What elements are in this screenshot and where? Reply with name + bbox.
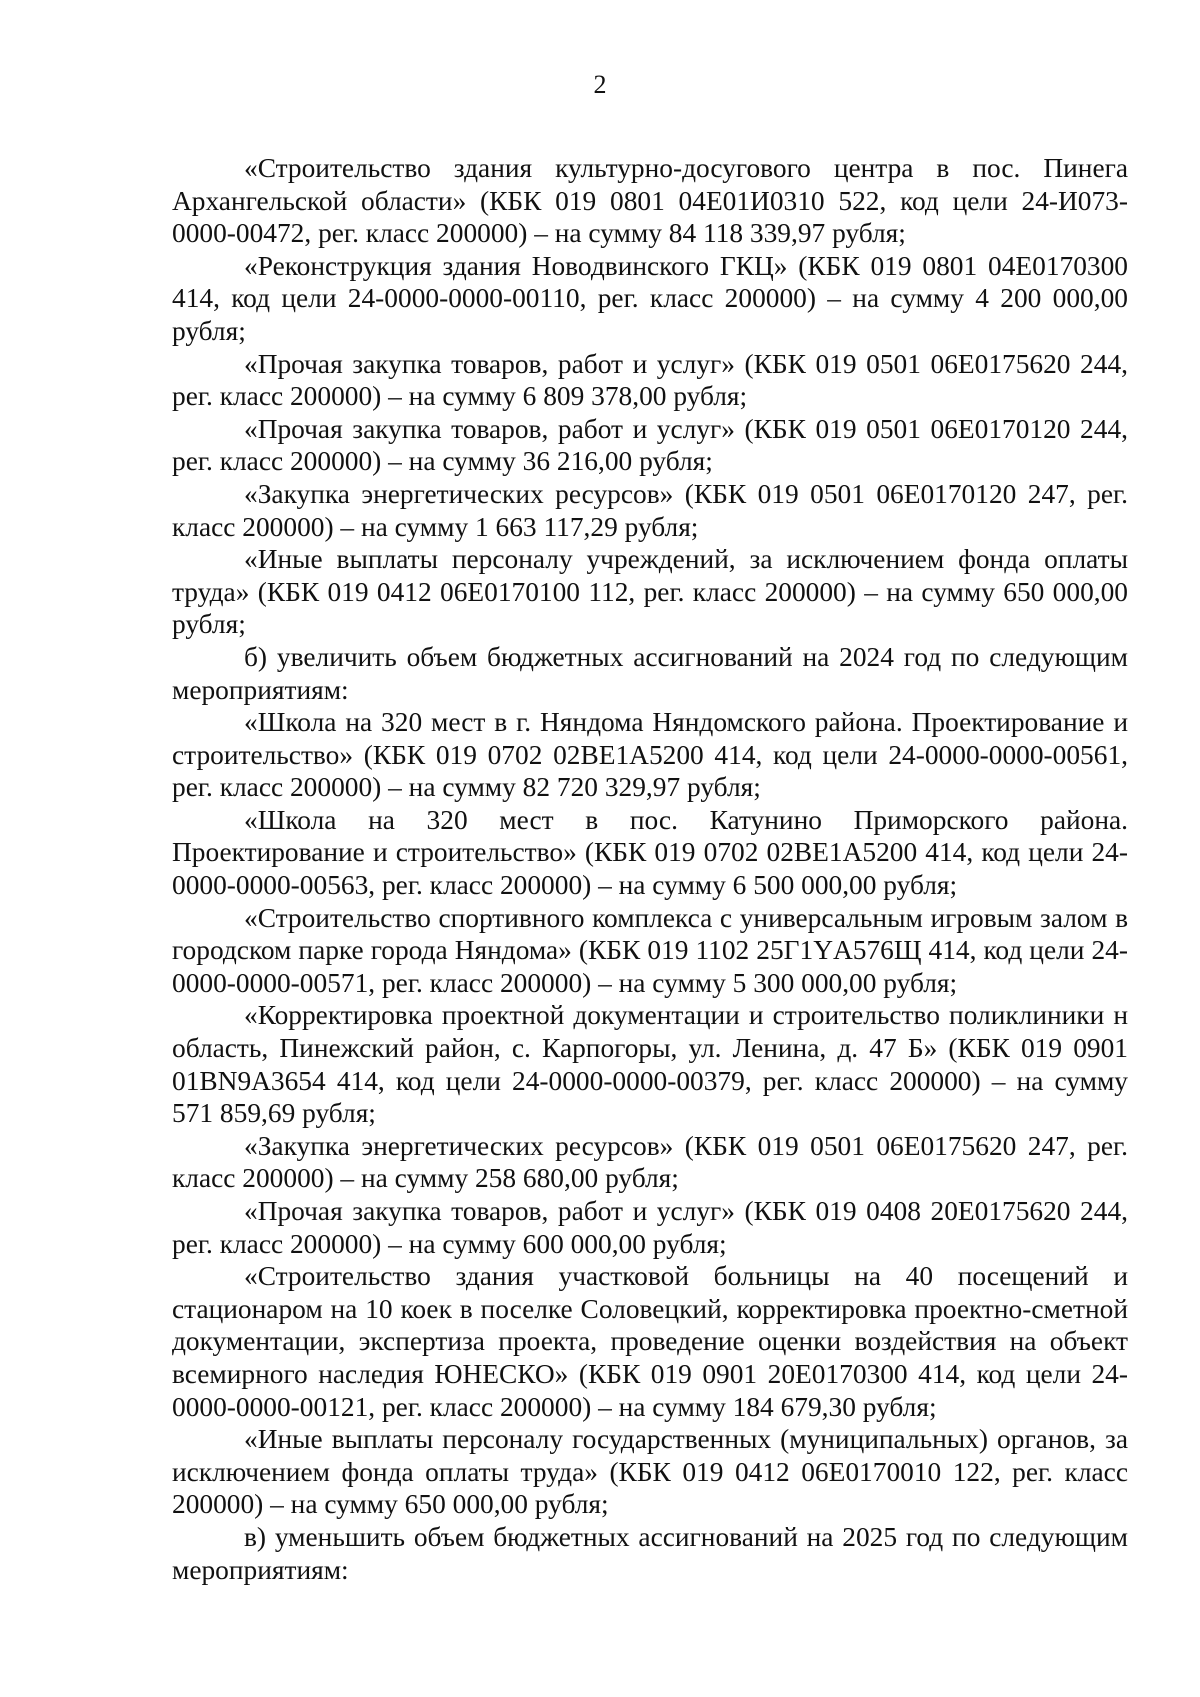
paragraph: «Прочая закупка товаров, работ и услуг» (КБК 019 0501 06Е0170120 244, рег. класс 200000) – на сумму 36 216,00 рубля; (172, 413, 1128, 477)
paragraph: «Закупка энергетических ресурсов» (КБК 019 0501 06Е0170120 247, рег. класс 200000) – на сумму 1 663 117,29 рубля; (172, 478, 1128, 542)
paragraph: «Прочая закупка товаров, работ и услуг» (КБК 019 0408 20Е0175620 244, рег. класс 200000) – на сумму 600 000,00 рубля; (172, 1196, 1128, 1259)
paragraph: «Строительство здания культурно-досугового центра в пос. Пинега Архангельской области» (КБК 019 0801 04Е01И0310 522, код цели 24-И073-0000-00472, рег. класс 200000) – на сумму 84 118 339,97 рубля; (172, 153, 1128, 249)
paragraph: «Строительство спортивного комплекса с универсальным игровым залом в городском парке города Няндома» (КБК 019 1102 25Г1YА576Щ 414, код цели 24-0000-0000-00571, рег. класс 200000) – на сумму 5 300 000,00 рубля; (172, 902, 1128, 998)
paragraph: «Школа на 320 мест в г. Няндома Няндомского района. Проектирование и строительство» (КБК 019 0702 02ВЕ1А5200 414, код цели 24-0000-0000-00561, рег. класс 200000) – на сумму 82 720 329,97 рубля; (172, 707, 1128, 803)
paragraph: «Иные выплаты персоналу государственных (муниципальных) органов, за исключением фонда оплаты труда» (КБК 019 0412 06Е0170010 122, рег. класс 200000) – на сумму 650 000,00 рубля; (172, 1424, 1128, 1520)
document-body (172, 152, 1128, 1586)
page-number: 2 (593, 70, 607, 99)
paragraph: «Реконструкция здания Новодвинского ГКЦ» (КБК 019 0801 04Е0170300 414, код цели 24-0000-0000-00110, рег. класс 200000) – на сумму 4 200 000,00 рубля; (172, 250, 1128, 346)
paragraph: «Прочая закупка товаров, работ и услуг» (КБК 019 0501 06Е0175620 244, рег. класс 200000) – на сумму 6 809 378,00 рубля; (172, 348, 1128, 412)
paragraph: «Иные выплаты персоналу учреждений, за исключением фонда оплаты труда» (КБК 019 0412 06Е0170100 112, рег. класс 200000) – на сумму 650 000,00 рубля; (172, 544, 1128, 640)
paragraph: в) уменьшить объем бюджетных ассигнований на 2025 год по следующим мероприятиям: (172, 1521, 1128, 1585)
paragraph: «Корректировка проектной документации и строительство поликлиники н область, Пинежский район, с. Карпогоры, ул. Ленина, д. 47 Б» (КБК 019 0901 01ВN9А3654 414, код цели 24-0000-0000-00379, рег. класс 200000) – на сумму 571 859,69 рубля; (172, 1000, 1128, 1129)
paragraph: «Школа на 320 мест в пос. Катунино Приморского района. Проектирование и строительство» (КБК 019 0702 02ВЕ1А5200 414, код цели 24-0000-0000-00563, рег. класс 200000) – на сумму 6 500 000,00 рубля; (172, 804, 1128, 901)
paragraph: б) увеличить объем бюджетных ассигнований на 2024 год по следующим мероприятиям: (172, 641, 1128, 705)
paragraph: «Строительство здания участковой больницы на 40 посещений и стационаром на 10 коек в поселке Соловецкий, корректировка проектно-сметной документации, экспертиза проекта, проведение оценки воздействия на объект всемирного наследия ЮНЕСКО» (КБК 019 0901 20Е0170300 414, код цели 24-0000-0000-00121, рег. класс 200000) – на сумму 184 679,30 рубля; (172, 1261, 1128, 1422)
paragraph: «Закупка энергетических ресурсов» (КБК 019 0501 06Е0175620 247, рег. класс 200000) – на сумму 258 680,00 рубля; (172, 1130, 1128, 1194)
